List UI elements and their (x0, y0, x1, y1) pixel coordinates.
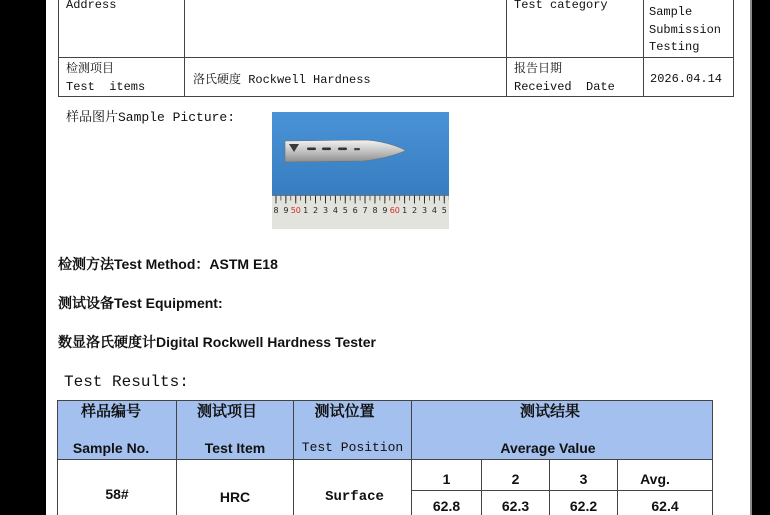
test-category-label: Test category (514, 0, 608, 12)
subheader-2 (482, 460, 550, 491)
received-date-value-cell (644, 58, 734, 97)
blade-slot (354, 148, 360, 150)
blade-slot (307, 148, 316, 151)
ruler-label: 9 (283, 206, 289, 215)
ruler-label: 4 (332, 206, 338, 215)
ruler-label: 2 (412, 206, 418, 215)
test-items-label-cell (58, 58, 185, 97)
test-items-value: 洛氏硬度 Rockwell Hardness (193, 73, 371, 87)
cell-test-item (177, 460, 294, 515)
sample-no-value: 58# (105, 486, 129, 502)
test-category-label-cell (507, 0, 644, 58)
address-label-cell (58, 0, 185, 58)
header-test-position-cn: 测试位置 (314, 402, 375, 420)
ruler-label: 5 (441, 206, 447, 215)
hardness-value: 62.8 (432, 498, 461, 514)
value-cell-2 (482, 491, 550, 515)
header-sample-no (57, 400, 177, 460)
test-category-value-line: Submission (649, 22, 722, 37)
sample-picture-label: 样品图片Sample Picture: (66, 110, 236, 125)
ruler-label: 6 (352, 206, 358, 215)
received-date-label-cell (507, 58, 644, 97)
subheader-label: 3 (579, 471, 588, 487)
cell-sample-no (57, 460, 177, 515)
ruler-label: 4 (431, 206, 437, 215)
blade-slot (338, 148, 347, 151)
header-test-results-cn: 测试结果 (519, 402, 580, 420)
test-items-value-cell (185, 58, 507, 97)
ruler-label: 5 (342, 206, 348, 215)
test-items-label-cn: 检测项目 (66, 62, 115, 76)
ruler-label: 8 (372, 206, 378, 215)
header-test-item-cn: 测试项目 (196, 402, 257, 420)
hardness-value: 62.2 (569, 498, 598, 514)
test-items-label-en: Test items (66, 80, 146, 94)
value-cell-3 (550, 491, 618, 515)
test-equipment-label: 测试设备Test Equipment: (58, 295, 223, 311)
subheader-1 (412, 460, 482, 491)
test-category-value-cell (644, 0, 734, 58)
subheader-label: Avg. (640, 471, 670, 487)
ruler-label: 8 (273, 206, 279, 215)
received-date-label-en: Received Date (514, 80, 615, 94)
header-test-item (177, 400, 294, 460)
header-test-position-en: Test Position (301, 440, 404, 455)
ruler-label: 60 (389, 206, 400, 215)
test-method: 检测方法Test Method：ASTM E18 (58, 256, 278, 272)
ruler-label: 9 (382, 206, 388, 215)
test-category-value-line: Testing (649, 40, 700, 54)
header-sample-no-en: Sample No. (72, 440, 150, 456)
test-category-value-line: Sample (649, 5, 693, 19)
subheader-3 (550, 460, 618, 491)
header-test-results (412, 400, 713, 460)
ruler-label: 1 (303, 206, 309, 215)
header-test-position (294, 400, 412, 460)
address-value-cell (185, 0, 507, 58)
test-equipment-value: 数显洛氏硬度计Digital Rockwell Hardness Tester (58, 334, 376, 350)
value-cell-1 (412, 491, 482, 515)
value-cell-avg (618, 491, 713, 515)
test-item-value: HRC (219, 489, 251, 505)
ruler-label: 1 (402, 206, 408, 215)
blade-slot (322, 148, 331, 151)
ruler-label: 3 (421, 206, 428, 215)
ruler-label: 50 (290, 206, 301, 215)
ruler-label: 7 (362, 206, 368, 215)
test-results-title: Test Results: (64, 373, 189, 391)
subheader-label: 1 (442, 471, 451, 487)
test-position-value: Surface (325, 489, 384, 505)
ruler-label: 2 (313, 206, 319, 215)
header-average-value-en: Average Value (500, 440, 596, 456)
header-test-item-en: Test Item (204, 440, 266, 456)
ruler-label: 3 (322, 206, 329, 215)
address-label: Address (66, 0, 117, 12)
received-date-value: 2026.04.14 (650, 72, 723, 86)
sheet-edge (750, 0, 752, 515)
subheader-avg (618, 460, 713, 491)
hardness-average-value: 62.4 (651, 498, 679, 514)
hardness-value: 62.3 (501, 498, 530, 514)
received-date-label-cn: 报告日期 (514, 62, 563, 76)
header-sample-no-cn: 样品编号 (80, 402, 141, 420)
cell-test-position (294, 460, 412, 515)
subheader-label: 2 (511, 471, 520, 487)
sample-photo (272, 112, 449, 229)
